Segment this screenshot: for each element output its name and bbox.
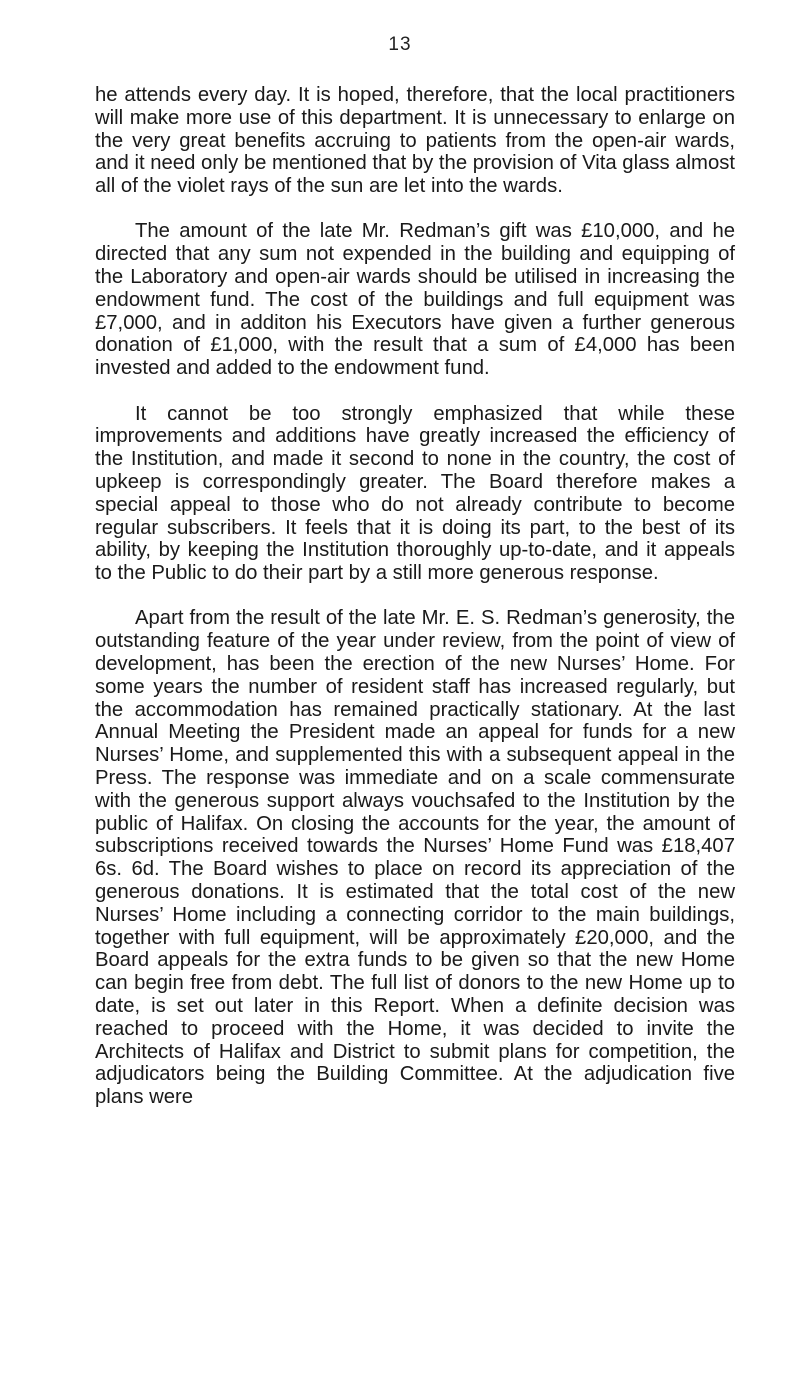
paragraph-nurses-home: Apart from the result of the late Mr. E. S. Redman’s generosity, the outstanding feature of the year under review, from the point of view of development, has been the erection of the new Nurses’ Home. For some years the number of resident staff has increased regularly, but the accommodation has remained practically stationary. At the last Annual Meeting the President made an appeal for funds for a new Nurses’ Home, and supplemented this with a subsequent appeal in the Press. The response was immediate and on a scale commensurate with the generous support always vouchsafed to the Institution by the public of Halifax. On closing the accounts for the year, the amount of subscriptions received towards the Nurses’ Home Fund was £18,407 6s. 6d. The Board wishes to place on record its appreciation of the generous donations. It is estimated that the total cost of the new Nurses’ Home including a connecting corridor to the main buildings, together with full equipment, will be approximately £20,000, and the Board appeals for the extra funds to be given so that the new Home can begin free from debt. The full list of donors to the new Home up to date, is set out later in this Report. When a definite decision was reached to proceed with the Home, it was decided to invite the Architects of Halifax and District to submit plans for competition, the adjudicators being the Building Committee. At the adjudication five plans were (95, 607, 735, 1109)
paragraph-redman-gift: The amount of the late Mr. Redman’s gift was £10,000, and he directed that any sum not expended in the building and equipping of the Laboratory and open-air wards should be utilised in increasing the endowment fund. The cost of the buildings and full equipment was £7,000, and in additon his Executors have given a further generous donation of £1,000, with the result that a sum of £4,000 has been invested and added to the endowment fund. (95, 220, 735, 380)
paragraph-continuation: he attends every day. It is hoped, therefore, that the local practitioners will make more use of this department. It is unnecessary to enlarge on the very great benefits accruing to patients from the open-air wards, and it need only be mentioned that by the provision of Vita glass almost all of the violet rays of the sun are let into the wards. (95, 84, 736, 198)
paragraph-upkeep-appeal: It cannot be too strongly emphasized that while these improvements and additions have greatly increased the efficiency of the Institution, and made it second to none in the country, the cost of upkeep is correspondingly greater. The Board therefore makes a special appeal to those who do not already contribute to become regular subscribers. It feels that it is doing its part, to the best of its ability, by keeping the Institution thoroughly up-to-date, and it appeals to the Public to do their part by a still more generous response. (95, 402, 735, 585)
page-number: 13 (388, 34, 412, 55)
document-body (95, 84, 735, 1109)
